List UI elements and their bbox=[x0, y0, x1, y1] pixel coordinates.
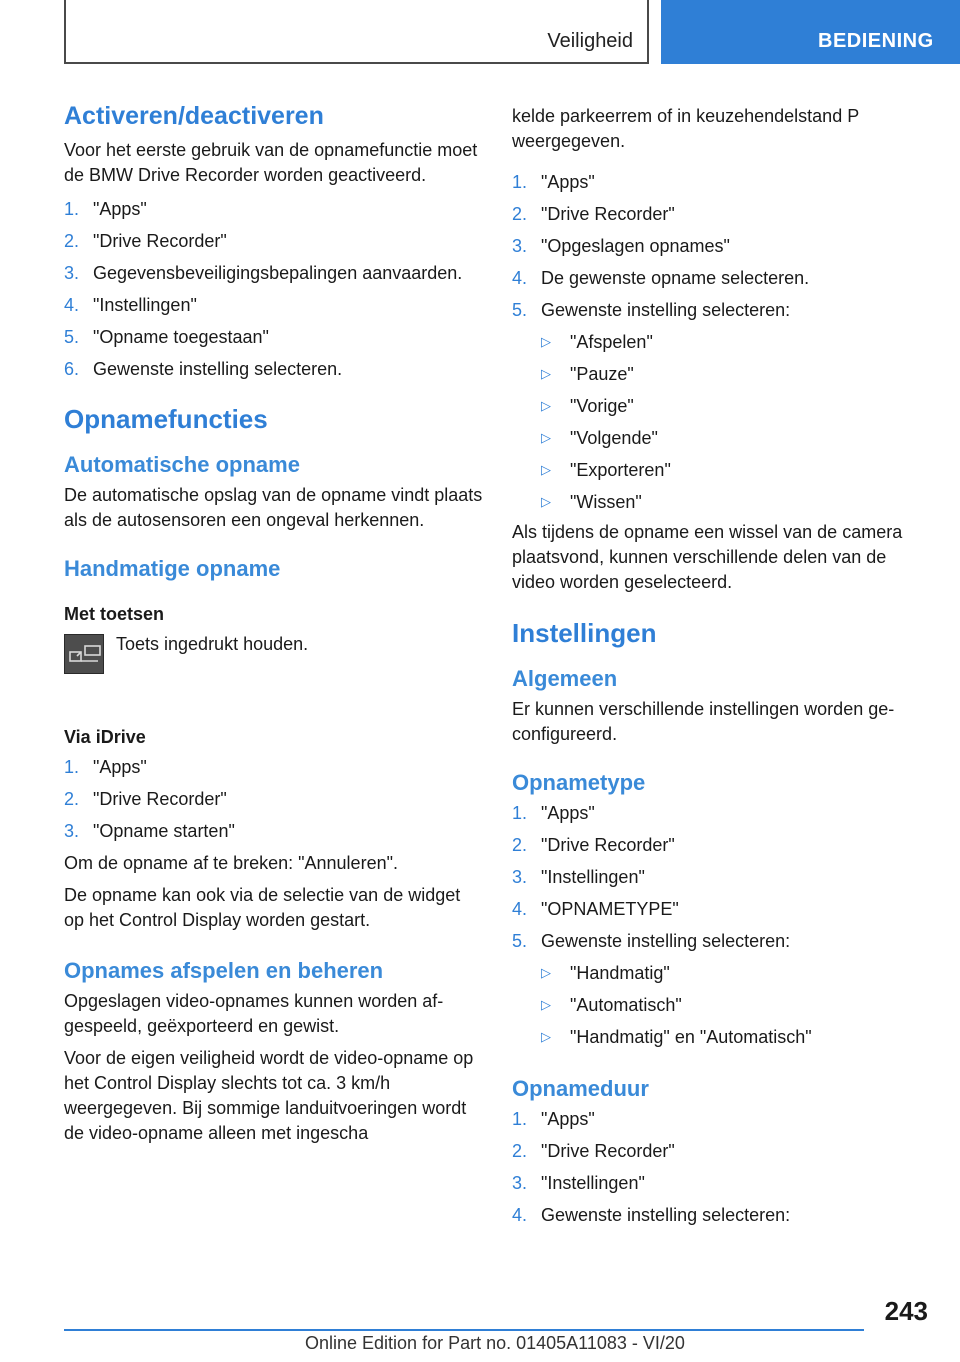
list-item: 1. "Apps" bbox=[64, 757, 147, 777]
footer-edition: Online Edition for Part no. 01405A11083 - VI/20 bbox=[305, 1333, 685, 1353]
triangle-bullet-icon: ▷ bbox=[541, 494, 551, 509]
heading-handmatige-opname: Handmatige opname bbox=[64, 556, 281, 581]
paragraph-automatische-opname: De automatische opslag van de opname vindt plaats als de autosensoren een ongeval herkennen. bbox=[64, 485, 483, 530]
paragraph-continued: kelde parkeerrem of in keuzehendelstand P weergegeven. bbox=[512, 106, 859, 151]
list-opnametype-options bbox=[541, 957, 932, 1053]
list-item: 3. Gegevensbeveiligingsbepalingen aanvaarden. bbox=[64, 263, 463, 283]
paragraph-algemeen: Er kunnen verschillende instellingen worden geconfigureerd. bbox=[512, 699, 895, 744]
left-column bbox=[64, 100, 484, 1146]
list-item: 4. "Instellingen" bbox=[64, 295, 197, 315]
triangle-bullet-icon: ▷ bbox=[541, 997, 551, 1012]
list-item: 1. "Apps" bbox=[512, 1109, 595, 1129]
header-section-title: Veiligheid bbox=[547, 30, 633, 52]
heading-instellingen: Instellingen bbox=[512, 618, 657, 648]
triangle-bullet-icon: ▷ bbox=[541, 1029, 551, 1044]
list-item: ▷ "Volgende" bbox=[541, 422, 932, 454]
list-afspelen-steps bbox=[512, 166, 932, 326]
list-item: ▷ "Pauze" bbox=[541, 358, 932, 390]
list-item: 6. Gewenste instelling selecteren. bbox=[64, 359, 343, 379]
heading-opnamefuncties: Opnamefuncties bbox=[64, 404, 268, 434]
list-item: 3. "Opgeslagen opnames" bbox=[512, 236, 730, 256]
button-instruction-text: Toets ingedrukt houden. bbox=[116, 634, 309, 654]
list-via-idrive bbox=[64, 751, 484, 847]
header-chapter-tab bbox=[661, 0, 960, 64]
list-item: 3. "Instellingen" bbox=[512, 867, 645, 887]
list-item: 4. De gewenste opname selecteren. bbox=[512, 268, 810, 288]
heading-algemeen: Algemeen bbox=[512, 666, 618, 691]
heading-automatische-opname: Automatische opname bbox=[64, 452, 300, 477]
list-item: 2. "Drive Recorder" bbox=[512, 835, 675, 855]
page-number: 243 bbox=[884, 1296, 928, 1326]
list-item: 4. Gewenste instelling selecteren: bbox=[512, 1205, 791, 1225]
list-item: 2. "Drive Recorder" bbox=[64, 231, 227, 251]
list-item: 1. "Apps" bbox=[512, 803, 595, 823]
paragraph-widget: De opname kan ook via de selectie van de widget op het Control Display worden gestart. bbox=[64, 885, 461, 930]
triangle-bullet-icon: ▷ bbox=[541, 965, 551, 980]
paragraph-opgeslagen: Opgeslagen video-opnames kunnen worden afgespeeld, geëxporteerd en gewist. bbox=[64, 991, 444, 1036]
paragraph-activeren: Voor het eerste gebruik van de opnamefunctie moet de BMW Drive Recorder worden geactiveerd. bbox=[64, 140, 478, 185]
list-opnameduur-steps bbox=[512, 1103, 932, 1231]
heading-opnameduur: Opnameduur bbox=[512, 1076, 649, 1101]
paragraph-annuleren: Om de opname af te breken: "Annuleren". bbox=[64, 853, 398, 873]
right-column bbox=[512, 100, 932, 1231]
heading-opnametype: Opnametype bbox=[512, 770, 646, 795]
list-item: 2. "Drive Recorder" bbox=[512, 1141, 675, 1161]
triangle-bullet-icon: ▷ bbox=[541, 366, 551, 381]
list-afspelen-options bbox=[541, 326, 932, 518]
paragraph-camera: Als tijdens de opname een wissel van de camera plaatsvond, kunnen verschillende delen van de video worden geselecteerd. bbox=[512, 522, 903, 592]
list-item: 3. "Instellingen" bbox=[512, 1173, 645, 1193]
triangle-bullet-icon: ▷ bbox=[541, 430, 551, 445]
list-item: ▷ "Handmatig" en "Automatisch" bbox=[541, 1021, 932, 1053]
heading-opnames-afspelen: Opnames afspelen en beheren bbox=[64, 958, 384, 983]
triangle-bullet-icon: ▷ bbox=[541, 398, 551, 413]
triangle-bullet-icon: ▷ bbox=[541, 462, 551, 477]
list-item: 1. "Apps" bbox=[512, 172, 595, 192]
list-item: 4. "OPNAMETYPE" bbox=[512, 899, 679, 919]
list-item: 5. Gewenste instelling selecteren: bbox=[512, 300, 791, 320]
heading-activeren: Activeren/deactiveren bbox=[64, 102, 324, 130]
button-instruction bbox=[64, 632, 484, 704]
list-item: ▷ "Wissen" bbox=[541, 486, 932, 518]
list-item: 3. "Opname starten" bbox=[64, 821, 235, 841]
triangle-bullet-icon: ▷ bbox=[541, 334, 551, 349]
record-button-icon bbox=[64, 634, 104, 674]
list-item: ▷ "Handmatig" bbox=[541, 957, 932, 989]
subheading-via-idrive: Via iDrive bbox=[64, 727, 146, 747]
header-chapter-title: BEDIENING bbox=[818, 30, 934, 52]
list-item: ▷ "Automatisch" bbox=[541, 989, 932, 1021]
footer-divider bbox=[64, 1329, 864, 1331]
list-item: ▷ "Exporteren" bbox=[541, 454, 932, 486]
paragraph-veiligheid: Voor de eigen veiligheid wordt de video-opname op het Control Display slechts tot ca. 3 km/h weergegeven. Bij sommige landuitvoeringen wordt de video-opname alleen met ingescha bbox=[64, 1048, 474, 1143]
header-section-box bbox=[64, 0, 649, 64]
list-item: 5. Gewenste instelling selecteren: bbox=[512, 931, 791, 951]
list-opnametype-steps bbox=[512, 797, 932, 957]
list-item: ▷ "Vorige" bbox=[541, 390, 932, 422]
list-activeren bbox=[64, 193, 484, 385]
list-item: 2. "Drive Recorder" bbox=[512, 204, 675, 224]
list-item: ▷ "Afspelen" bbox=[541, 326, 932, 358]
list-item: 5. "Opname toegestaan" bbox=[64, 327, 269, 347]
list-item: 2. "Drive Recorder" bbox=[64, 789, 227, 809]
list-item: 1. "Apps" bbox=[64, 199, 147, 219]
subheading-met-toetsen: Met toetsen bbox=[64, 604, 165, 624]
